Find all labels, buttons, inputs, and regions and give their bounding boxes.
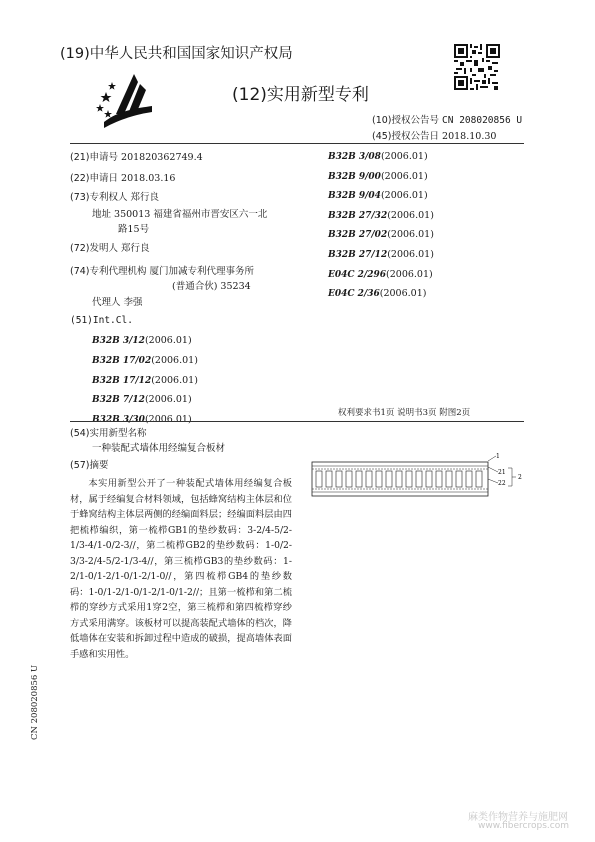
abstract-text: 本实用新型公开了一种装配式墙体用经编复合板材，属于经编复合材料领域，包括蜂窝结构主体层和位于蜂窝结构主体层两侧的经编面料层；经编面料层由四把梳栉编织，第一梳栉GB1的垫纱数码：3-2/4-5/2-1/3-4/1-0/2-3//，第二梳栉GB2的垫纱数码：1-0/2-3/3-2/4-5/2-1/3-4//，第三梳栉GB3的垫纱数码：1-2/1-0/1-2/1-0/1-2/1-0//，第四梳栉GB4的垫纱数码：1-0/1-2/1-0/1-2/1-0/1-2//；且第一梳栉和第二梳栉的穿纱方式采用1穿2空，第三梳栉和第四梳栉穿纱方式采用满穿。该板材可以提高装配式墙体的档次，降低墙体在安装和拆卸过程中造成的破损，提高墙体表面手感和实用性。 [70, 478, 292, 660]
watermark-text: 麻类作物营养与施肥网 [468, 812, 568, 823]
side-pub-no: CN 208020856 U [30, 664, 40, 740]
intcl-list [92, 330, 198, 429]
address-2: 路15号 [118, 224, 150, 235]
app-no-label: (21)申请号 [70, 152, 119, 163]
pub-no-line [372, 112, 522, 126]
code-row: B32B 27/32(2006.01) [328, 209, 434, 221]
address-label: 地址 [92, 209, 112, 220]
agent: 李强 [123, 297, 143, 308]
intcl-row: B32B 3/30(2006.01) [92, 414, 192, 426]
app-date-line [70, 170, 175, 184]
figure-label-22: 22 [498, 480, 506, 487]
intcl-label: (51)Int.Cl. [70, 315, 133, 326]
pub-date: 2018.10.30 [442, 131, 497, 142]
agency-line [70, 263, 254, 277]
agent-label: 代理人 [92, 297, 121, 308]
pub-date-line [372, 128, 496, 142]
address-1: 350013 福建省福州市晋安区六一北 [114, 209, 268, 220]
mid-rule [70, 421, 524, 422]
code-row: E04C 2/36(2006.01) [328, 288, 427, 300]
intcl-row: B32B 3/12(2006.01) [92, 335, 192, 346]
cnipa-emblem-icon [94, 70, 156, 132]
figure-label-1: 1 [496, 453, 500, 460]
app-no-line [70, 149, 203, 163]
intcl-row: B32B 17/02(2006.01) [92, 354, 198, 366]
code-row: B32B 3/08(2006.01) [328, 151, 428, 162]
inventor-label: (72)发明人 [70, 243, 119, 254]
patentee-label: (73)专利权人 [70, 192, 128, 203]
inventor: 郑行良 [121, 243, 150, 254]
intcl-row: B32B 7/12(2006.01) [92, 394, 192, 406]
app-no: 201820362749.4 [121, 152, 203, 163]
title-label: (54)实用新型名称 [70, 428, 147, 439]
figure-label-21: 21 [498, 469, 506, 476]
utility-title: 一种装配式墙体用经编复合板材 [92, 443, 226, 454]
code-row: B32B 27/12(2006.01) [328, 248, 434, 260]
agency-2: (普通合伙) 35234 [172, 281, 251, 292]
qr-code-icon [454, 44, 500, 90]
pub-no-label: (10)授权公告号 [372, 115, 440, 126]
patentee-line [70, 189, 159, 203]
intcl-row: B32B 17/12(2006.01) [92, 374, 198, 386]
code-row: B32B 9/04(2006.01) [328, 190, 428, 202]
agency-label: (74)专利代理机构 [70, 266, 147, 277]
right-codes [328, 146, 434, 303]
patentee: 郑行良 [130, 192, 160, 203]
address-line [92, 206, 267, 220]
code-row: B32B 27/02(2006.01) [328, 229, 434, 241]
pages-summary: 权利要求书1页 说明书3页 附图2页 [338, 408, 471, 418]
app-date: 2018.03.16 [121, 173, 176, 184]
inventor-line [70, 240, 150, 254]
figure-label-2: 2 [518, 474, 522, 481]
agent-line [92, 294, 143, 308]
watermark-url: www.fibercrops.com [478, 821, 569, 831]
header-rule [70, 143, 524, 144]
pub-date-label: (45)授权公告日 [372, 131, 440, 142]
code-row: B32B 9/00(2006.01) [328, 170, 428, 182]
code-row: E04C 2/296(2006.01) [328, 268, 433, 280]
office-name: (19)中华人民共和国国家知识产权局 [60, 46, 293, 62]
pub-no: CN 208020856 U [442, 115, 523, 126]
app-date-label: (22)申请日 [70, 173, 119, 184]
agency-1: 厦门加减专利代理事务所 [149, 266, 255, 277]
abstract-body [70, 476, 292, 662]
abstract-label: (57)摘要 [70, 460, 109, 471]
document-type: (12)实用新型专利 [232, 85, 369, 105]
cross-section-figure [308, 452, 533, 504]
